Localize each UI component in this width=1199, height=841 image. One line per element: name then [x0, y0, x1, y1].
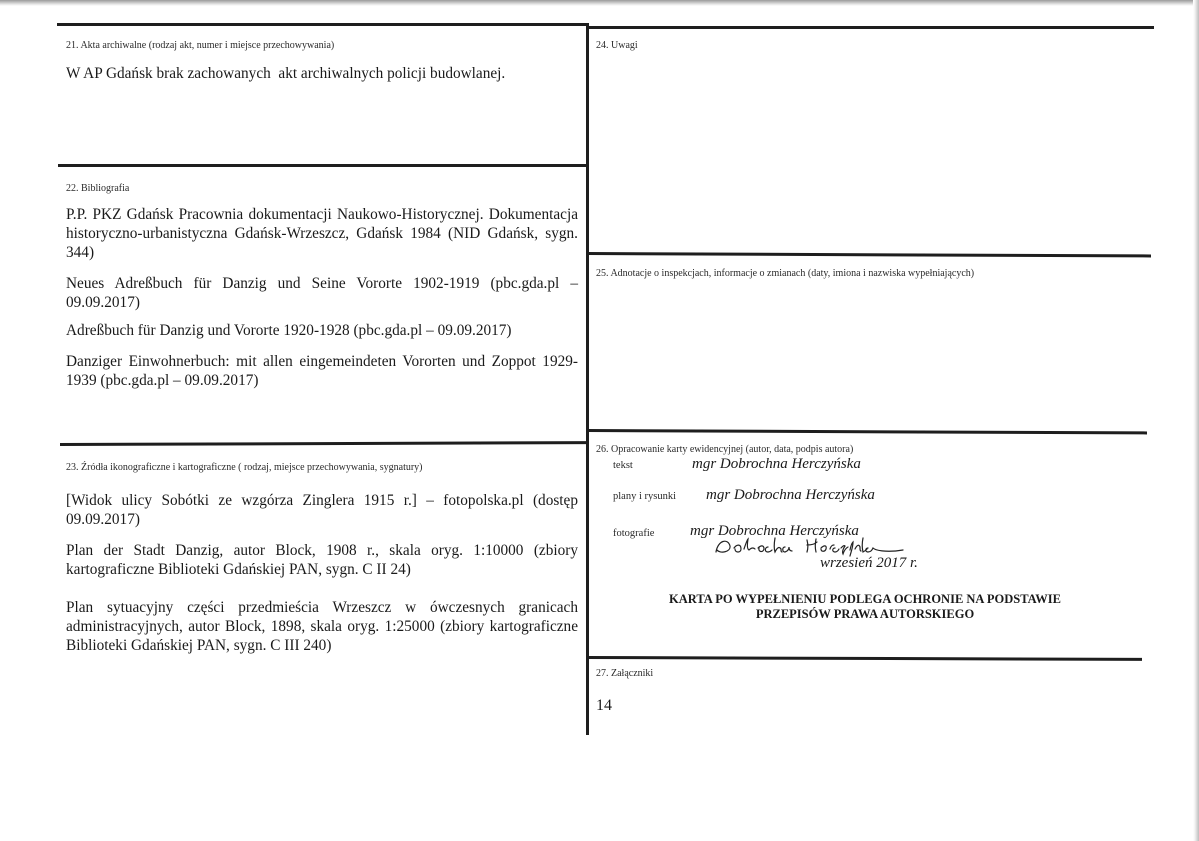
bibliography-entry-text: Danziger Einwohnerbuch: mit allen eingemeindeten Vororten und Zoppot 1929-1939 (pbc.gda.pl – 09.09.2017) [66, 353, 578, 389]
section-26-caption: 26. Opracowanie karty ewidencyjnej (autor, data, podpis autora) [596, 444, 854, 455]
bibliography-entry-2 [66, 274, 578, 312]
bibliography-entry-text: P.P. PKZ Gdańsk Pracownia dokumentacji Naukowo-Historycznej. Dokumentacja historyczno-urbanistyczna Gdańsk-Wrzeszcz, Gdańsk 1984 (NID Gdańsk, sygn. 344) [66, 206, 578, 261]
scan-edge-top [0, 0, 1199, 6]
iconography-entry-text: [Widok ulicy Sobótki ze wzgórza Zinglera 1915 r.] – fotopolska.pl (dostęp 09.09.2017) [66, 492, 578, 528]
divider-22-23 [60, 441, 588, 446]
bibliography-entry-3 [66, 321, 578, 340]
section-22-caption: 22. Bibliografia [66, 183, 130, 194]
top-border-right [587, 26, 1154, 29]
copyright-notice-line-2: PRZEPISÓW PRAWA AUTORSKIEGO [755, 607, 975, 621]
iconography-entry-3 [66, 598, 578, 655]
bibliography-entry-1 [66, 205, 578, 262]
section-24-caption: 24. Uwagi [596, 40, 638, 51]
column-divider [586, 23, 589, 735]
section-23-caption: 23. Źródła ikonograficzne i kartograficzne ( rodzaj, miejsce przechowywania, sygnatury) [66, 462, 423, 473]
section-27-caption: 27. Załączniki [596, 668, 654, 679]
copyright-notice-line-1: KARTA PO WYPEŁNIENIU PODLEGA OCHRONIE NA PODSTAWIE [669, 592, 1061, 606]
divider-26-27 [587, 656, 1142, 661]
author-row-label-text: tekst [613, 460, 633, 471]
iconography-entry-2 [66, 541, 578, 579]
iconography-entry-text: Plan der Stadt Danzig, autor Block, 1908 r., skala oryg. 1:10000 (zbiory kartograficzne Biblioteki Gdańskiej PAN, sygn. C II 24) [66, 542, 578, 578]
top-border-left [57, 23, 589, 26]
section-21-caption: 21. Akta archiwalne (rodzaj akt, numer i miejsce przechowywania) [66, 40, 335, 51]
section-21-text: W AP Gdańsk brak zachowanych akt archiwalnych policji budowlanej. [66, 65, 506, 82]
divider-21-22 [58, 164, 588, 167]
divider-24-25 [587, 252, 1151, 257]
copyright-notice [600, 592, 1130, 622]
bibliography-entry-text: Neues Adreßbuch für Danzig und Seine Vororte 1902-1919 (pbc.gda.pl – 09.09.2017) [66, 275, 578, 311]
author-row-value-text: mgr Dobrochna Herczyńska [692, 456, 861, 472]
author-row-value-photos: mgr Dobrochna Herczyńska [690, 523, 859, 539]
iconography-entry-text: Plan sytuacyjny części przedmieścia Wrzeszcz w ówczesnych granicach administracyjnych, autor Block, 1898, skala oryg. 1:25000 (zbiory kartograficzne Biblioteki Gdańskiej PAN, sygn. C III 240) [66, 599, 578, 654]
author-date: wrzesień 2017 r. [820, 555, 918, 571]
iconography-entry-1 [66, 491, 578, 529]
author-row-label-plans: plany i rysunki [613, 491, 676, 502]
author-row-value-plans: mgr Dobrochna Herczyńska [706, 487, 875, 503]
attachments-count: 14 [596, 697, 612, 714]
section-25-caption: 25. Adnotacje o inspekcjach, informacje o zmianach (daty, imiona i nazwiska wypełniających) [596, 268, 975, 279]
divider-25-26 [587, 429, 1147, 434]
author-row-label-photos: fotografie [613, 528, 655, 539]
bibliography-entry-4 [66, 352, 578, 390]
bibliography-entry-text: Adreßbuch für Danzig und Vororte 1920-1928 (pbc.gda.pl – 09.09.2017) [66, 322, 512, 339]
scan-edge-right [1193, 0, 1199, 841]
